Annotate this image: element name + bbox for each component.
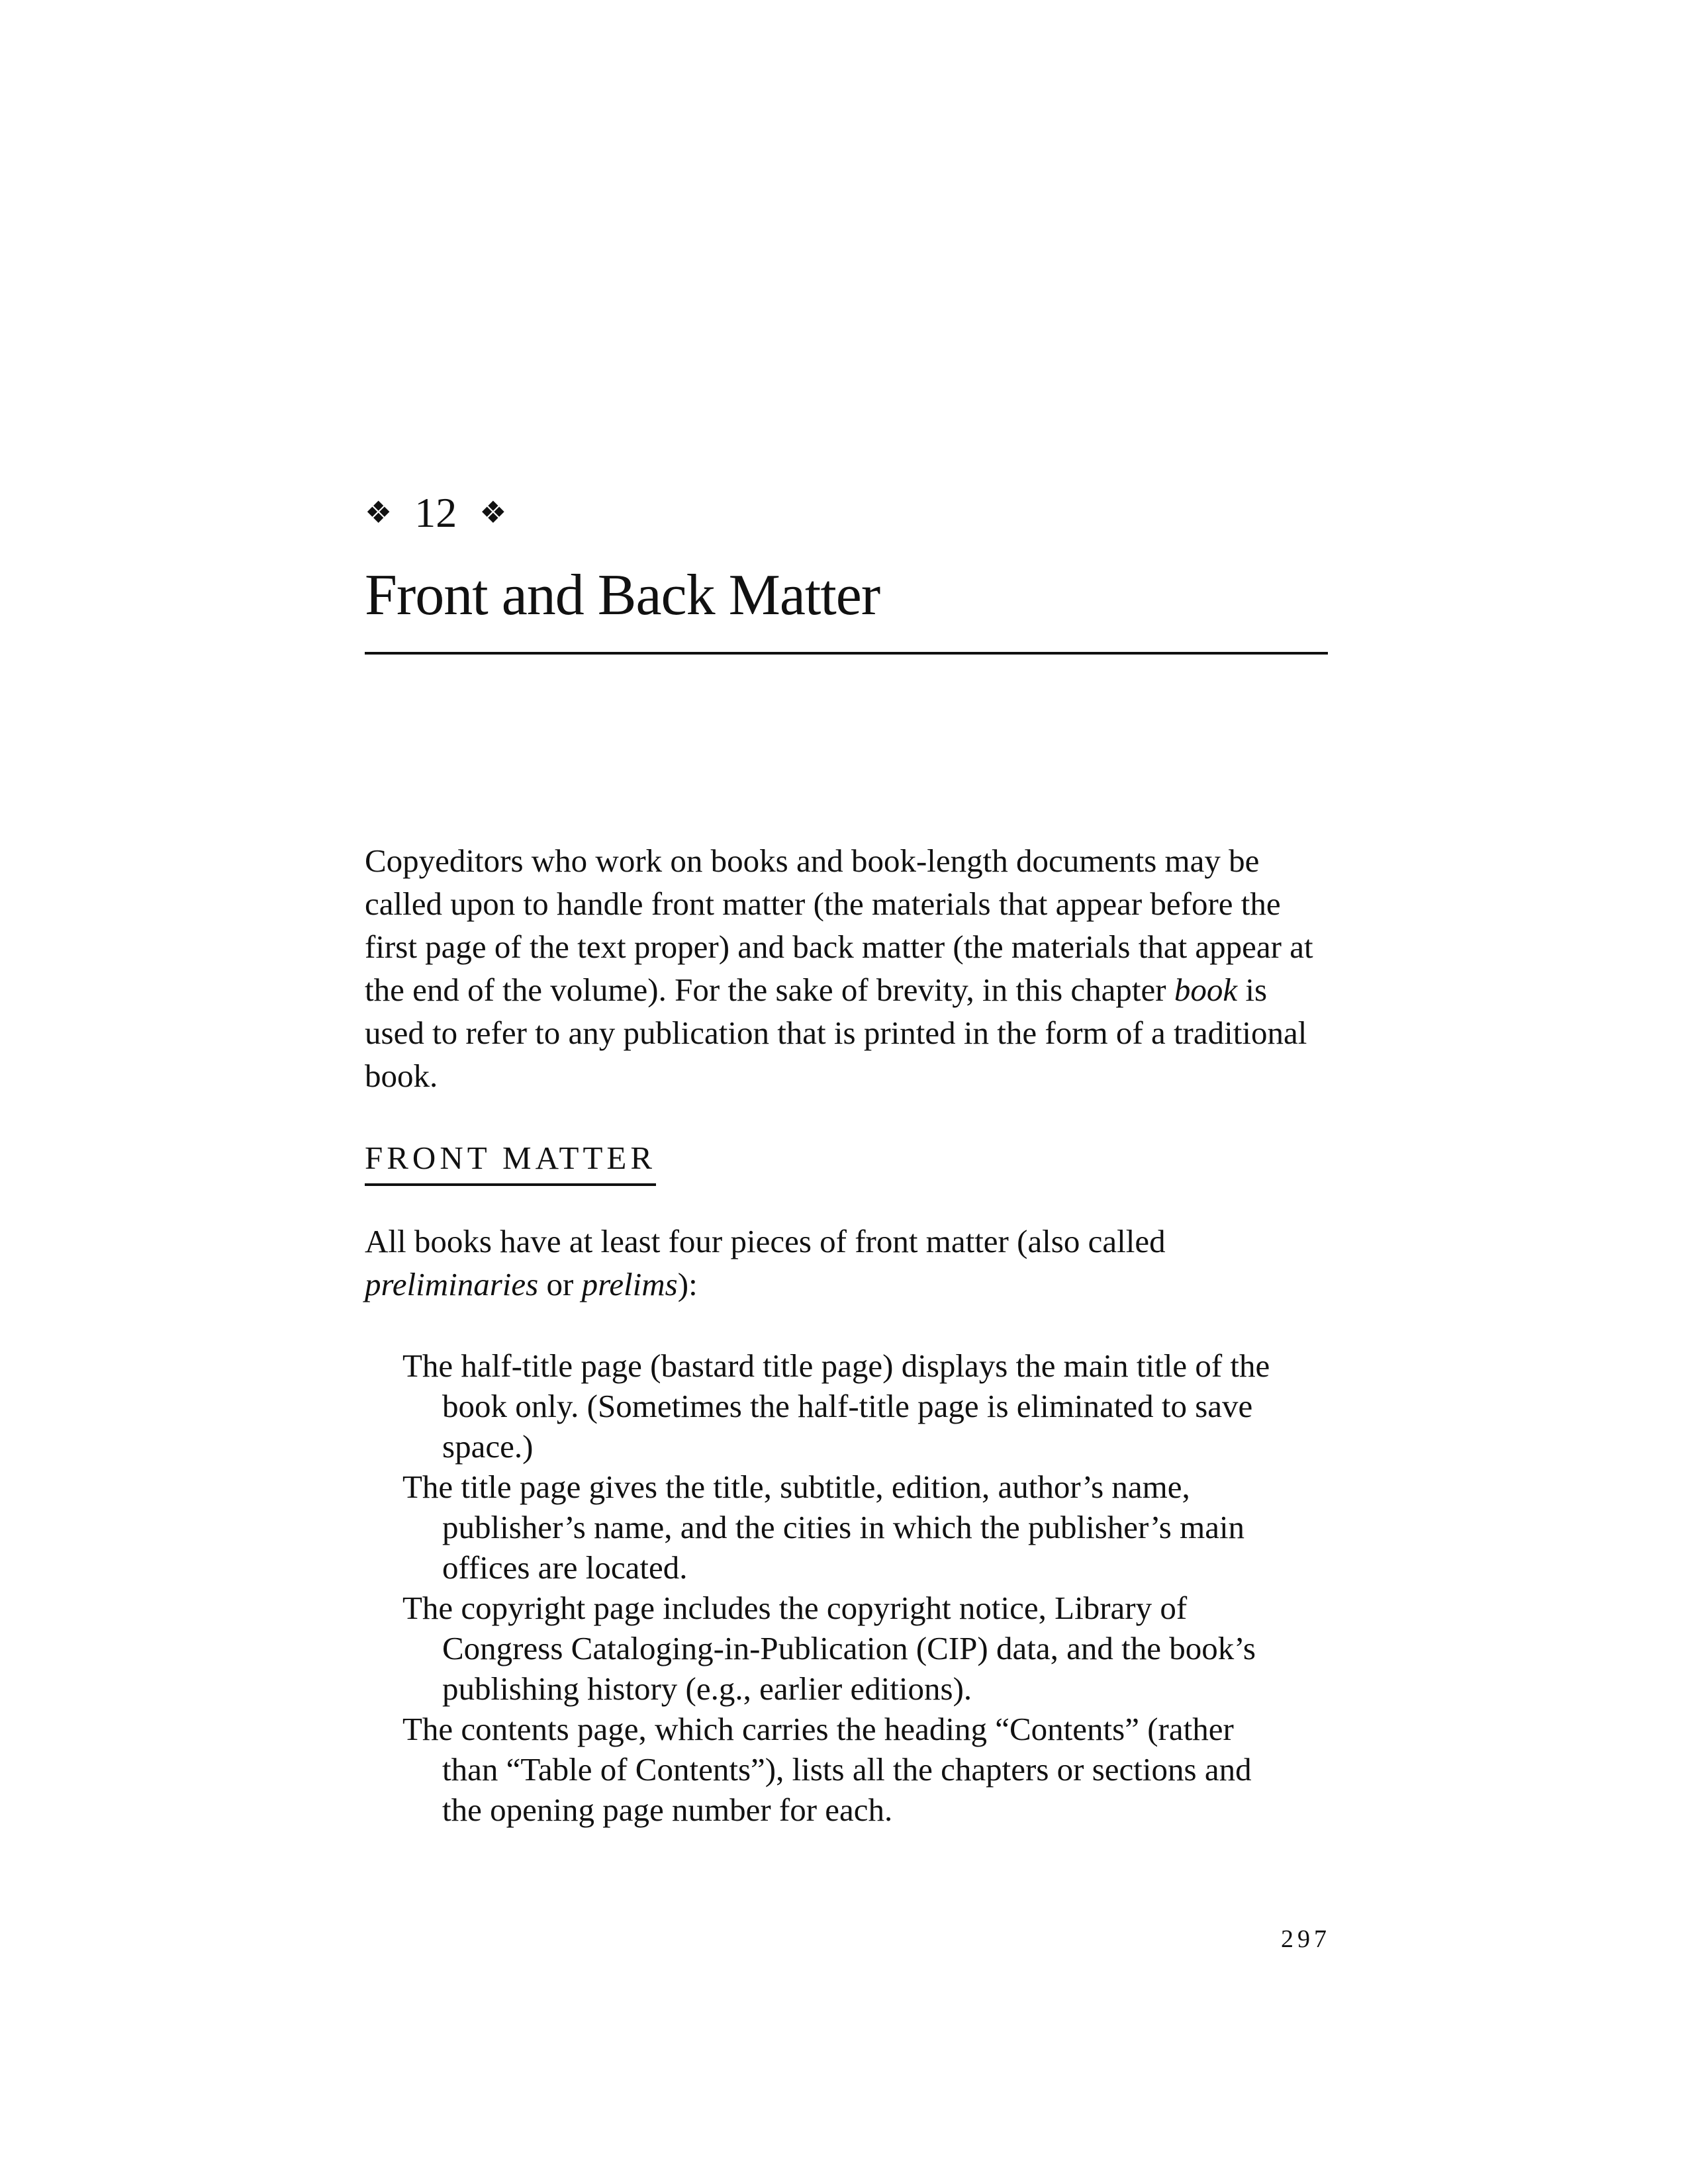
list-item-half-title: The half-title page (bastard title page) displays the main title of the book only. (Sometimes the half-title page is eliminated to save space.) [402,1347,1270,1465]
intro-paragraph [365,839,1328,1097]
lead-text-start: All books have at least four pieces of front matter (also called [365,1223,1166,1259]
chapter-number-line [365,486,507,539]
list-item-copyright-page: The copyright page includes the copyright notice, Library of Congress Cataloging-in-Publication (CIP) data, and the book’s publishing history (e.g., earlier editions). [402,1590,1256,1707]
front-matter-list [402,1345,1283,1830]
lead-text-end: ): [677,1266,698,1302]
lead-emphasis-preliminaries: preliminaries [365,1266,539,1302]
ornament-right-icon: ❖ [479,496,507,529]
lead-emphasis-prelims: prelims [581,1266,678,1302]
ornament-left-icon: ❖ [365,496,393,529]
list-item-contents-page: The contents page, which carries the heading “Contents” (rather than “Table of Contents”), lists all the chapters or sections and the opening page number for each. [402,1711,1252,1828]
chapter-title: Front and Back Matter [365,563,880,627]
intro-text-start: Copyeditors who work on books and book-length documents may be called upon to handle front matter (the materials that appear before the first page of the text proper) and back matter (the materials that appear at the end of the volume). For the sake of brevity, in this chapter [365,842,1313,1008]
section-heading: FRONT MATTER [365,1137,656,1186]
section-lead-paragraph [365,1220,1328,1306]
page-number: 297 [1281,1925,1331,1953]
lead-text-middle: or [538,1266,582,1302]
list-item-title-page: The title page gives the title, subtitle, edition, author’s name, publisher’s name, and the cities in which the publisher’s main offices are located. [402,1469,1245,1586]
intro-emphasis: book [1174,972,1238,1008]
chapter-number: 12 [414,489,457,536]
title-rule [365,652,1328,655]
intro-text-end: is used to refer to any publication that is printed in the form of a traditional book. [365,972,1307,1094]
